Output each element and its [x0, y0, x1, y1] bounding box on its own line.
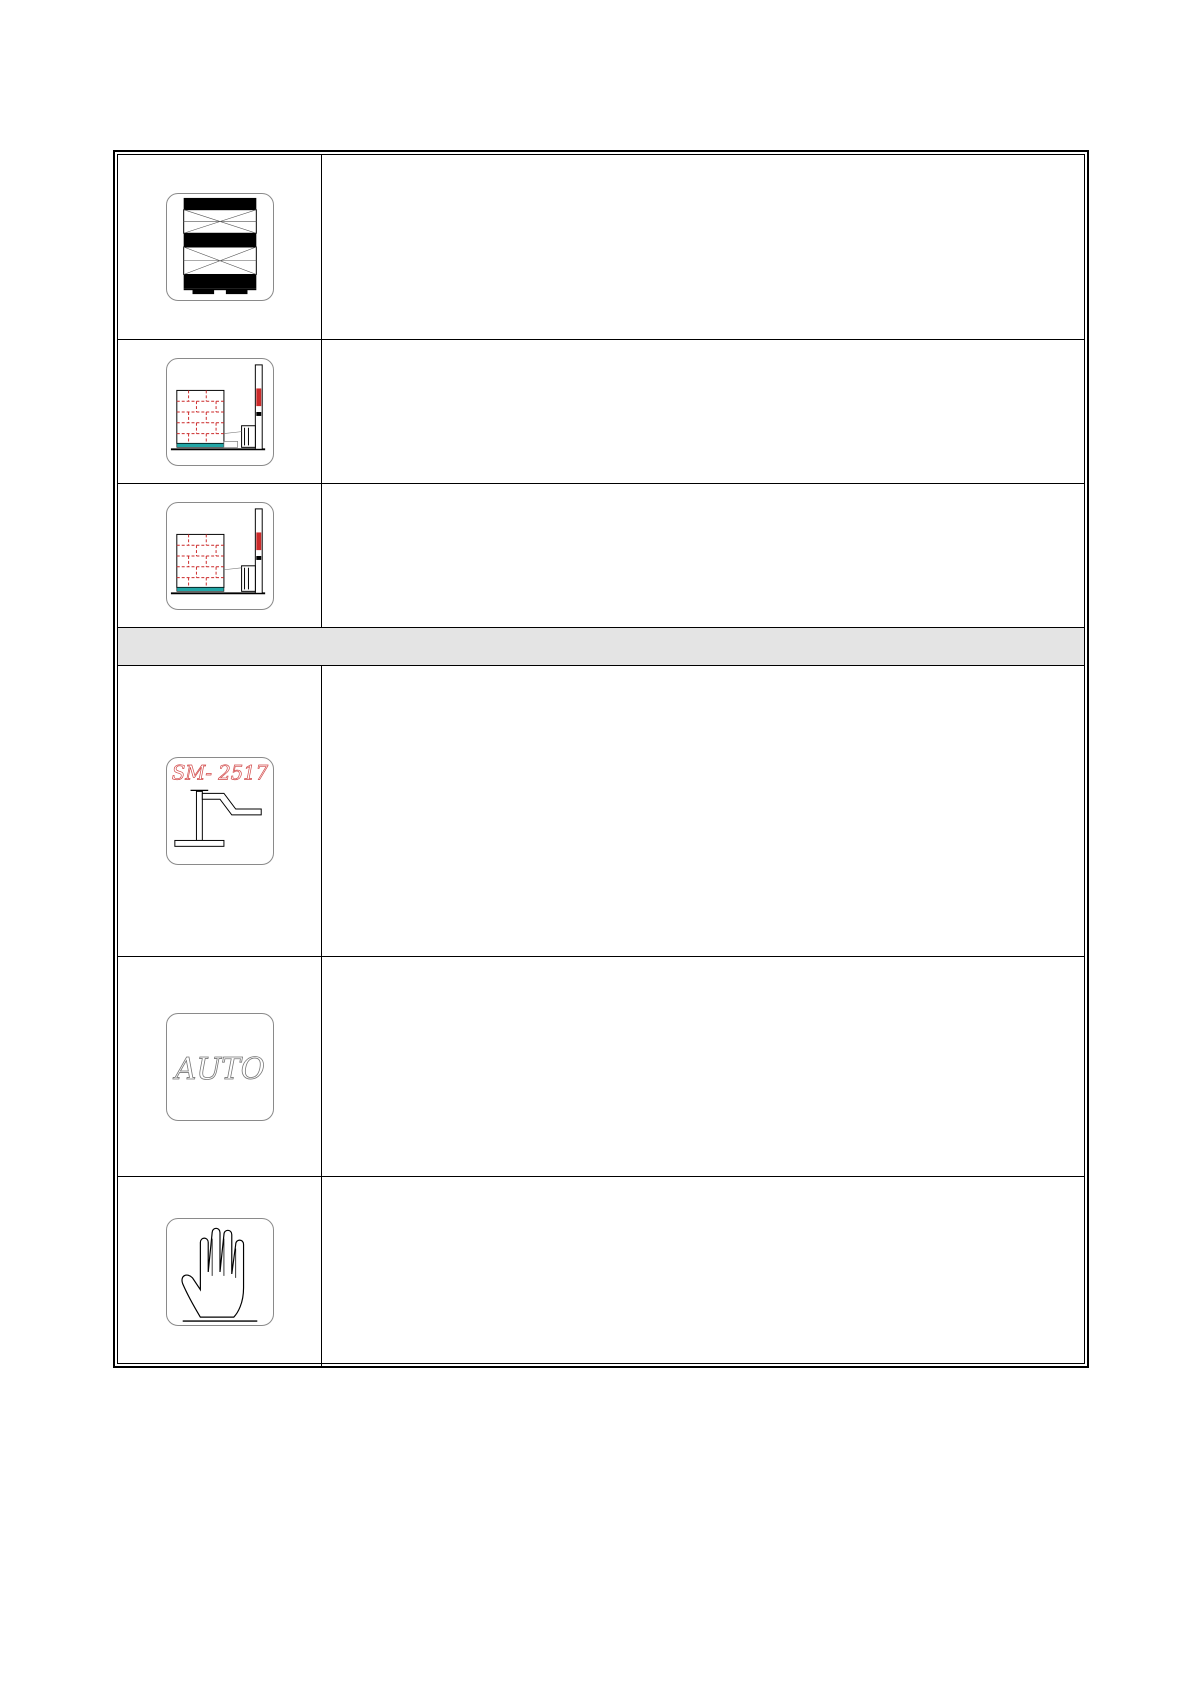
description-cell — [322, 155, 1084, 339]
table-row — [118, 957, 1084, 1177]
machine-model-icon — [166, 757, 274, 865]
description-cell — [322, 957, 1084, 1176]
table-row — [118, 484, 1084, 628]
wrapping-machine-film-cut-icon — [166, 502, 274, 610]
table-row — [118, 340, 1084, 484]
symbol-table-inner — [117, 154, 1085, 1364]
hand-stop-icon — [166, 1218, 274, 1326]
wrapping-machine-film-start-icon — [166, 358, 274, 466]
description-cell — [322, 666, 1084, 956]
icon-cell — [118, 484, 322, 627]
symbol-table — [113, 150, 1089, 1368]
wrapped-pallet-top-view-icon — [166, 193, 274, 301]
table-row — [118, 1177, 1084, 1367]
description-cell — [322, 340, 1084, 483]
icon-cell — [118, 340, 322, 483]
table-row — [118, 666, 1084, 957]
auto-text: AUTO — [174, 1051, 265, 1086]
icon-cell — [118, 666, 322, 956]
section-header-row — [118, 628, 1084, 666]
icon-cell — [118, 1177, 322, 1367]
model-number-text: SM- 2517 — [171, 761, 268, 785]
table-row — [118, 155, 1084, 340]
icon-cell — [118, 155, 322, 339]
description-cell — [322, 484, 1084, 627]
icon-cell — [118, 957, 322, 1176]
description-cell — [322, 1177, 1084, 1367]
auto-mode-icon — [166, 1013, 274, 1121]
